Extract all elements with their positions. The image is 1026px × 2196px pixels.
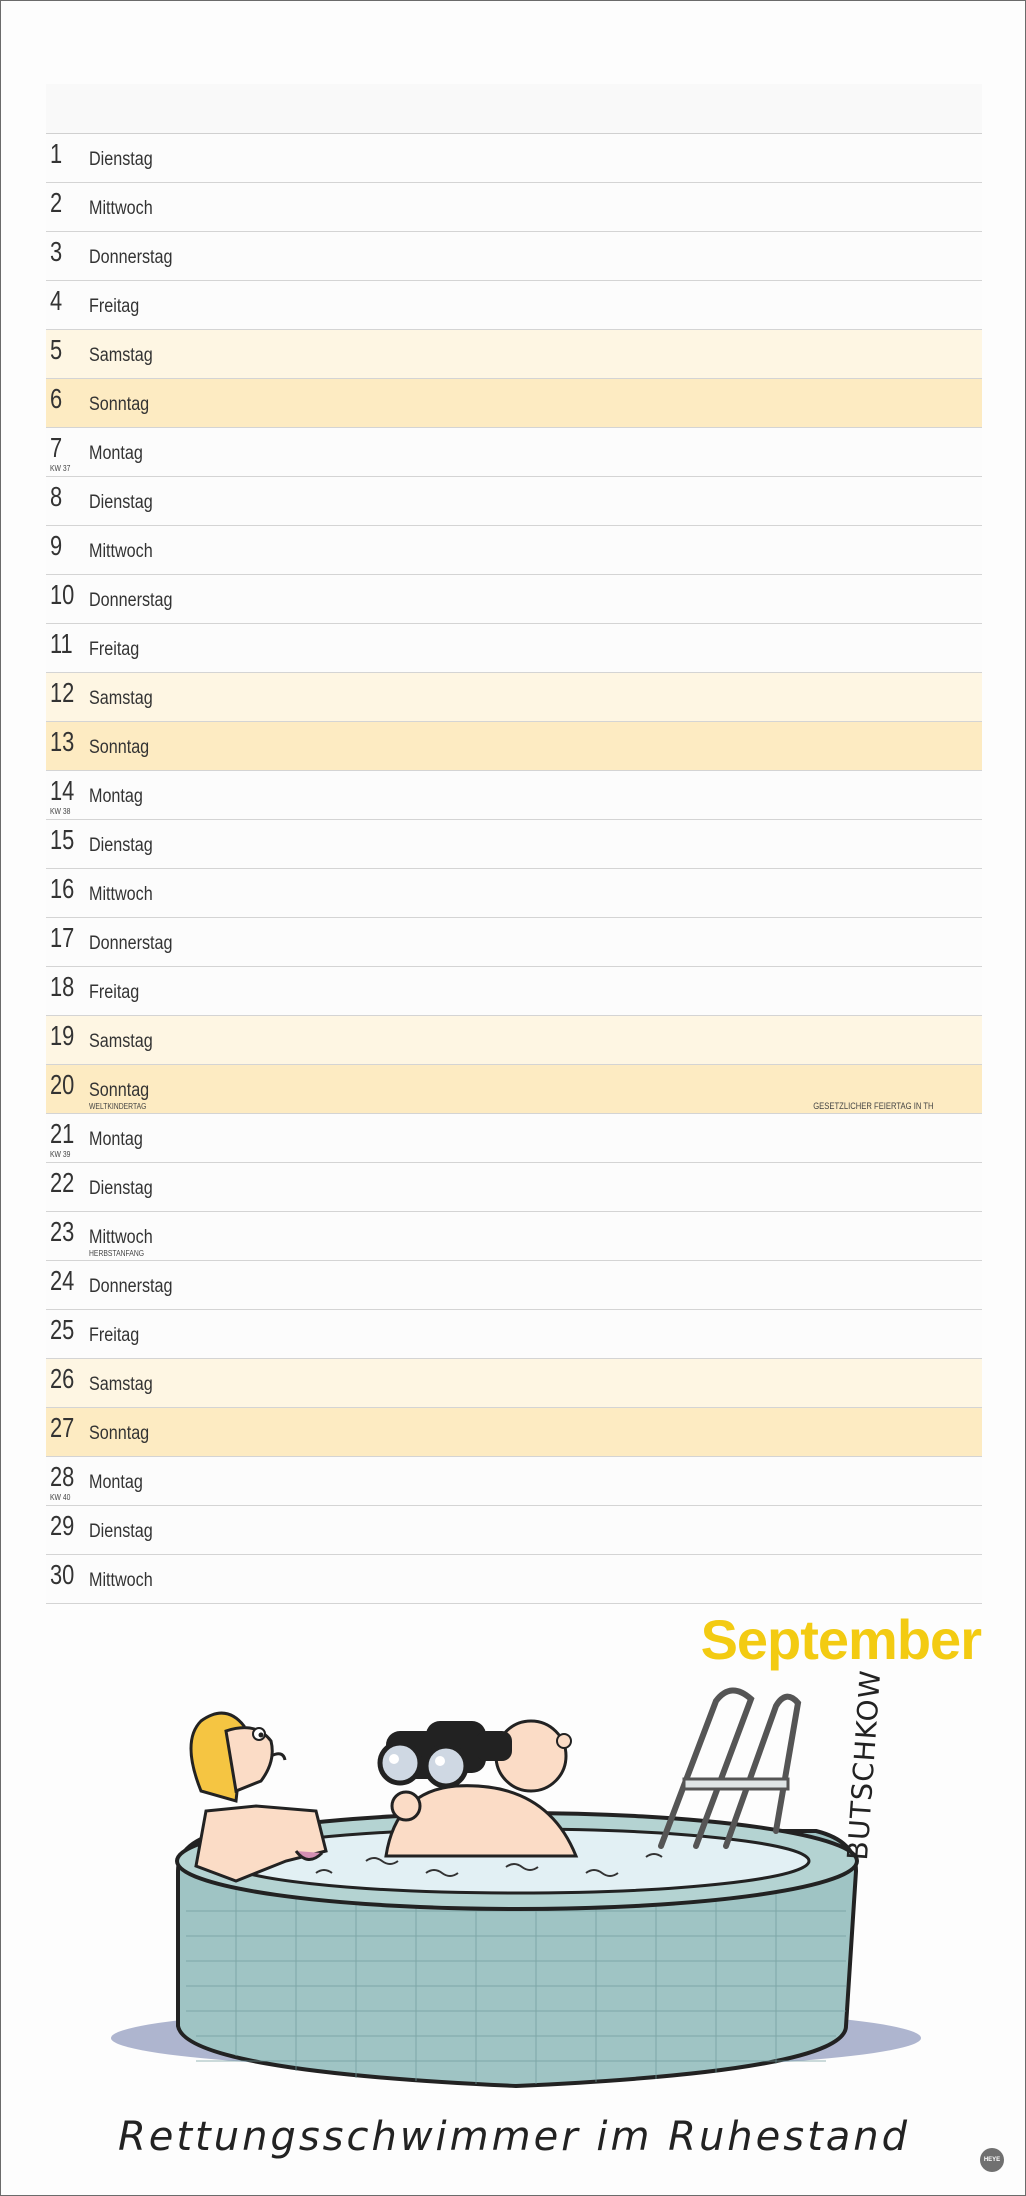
day-number: 18: [50, 971, 75, 1002]
day-row: [46, 330, 982, 379]
holiday-note: GESETZLICHER FEIERTAG IN TH: [813, 1101, 934, 1111]
day-number: 23: [50, 1216, 75, 1247]
day-number: 21: [50, 1118, 75, 1149]
day-row: [46, 967, 982, 1016]
day-number: 8: [50, 481, 63, 512]
day-name: Mittwoch: [89, 1227, 153, 1248]
day-row: [46, 673, 982, 722]
day-name: Donnerstag: [89, 933, 173, 954]
day-number: 9: [50, 530, 63, 561]
day-row: [46, 1212, 982, 1261]
day-row: [46, 624, 982, 673]
day-row: [46, 183, 982, 232]
artist-signature: BUTSCHKOW: [841, 1668, 888, 1862]
calendar-week-label: KW 38: [50, 807, 71, 816]
day-name: Dienstag: [89, 835, 153, 856]
day-number: 20: [50, 1069, 75, 1100]
day-number: 13: [50, 726, 75, 757]
day-number: 17: [50, 922, 75, 953]
calendar-grid: [46, 84, 982, 1604]
day-number: 3: [50, 236, 63, 267]
day-name: Donnerstag: [89, 1276, 173, 1297]
day-number: 10: [50, 579, 75, 610]
day-name: Montag: [89, 1472, 143, 1493]
day-name: Sonntag: [89, 737, 150, 758]
day-name: Samstag: [89, 1374, 153, 1395]
day-row: [46, 134, 982, 183]
day-name: Freitag: [89, 1325, 140, 1346]
day-name: Mittwoch: [89, 541, 153, 562]
day-number: 29: [50, 1510, 75, 1541]
day-number: 2: [50, 187, 63, 218]
day-name: Samstag: [89, 688, 153, 709]
day-number: 22: [50, 1167, 75, 1198]
day-number: 16: [50, 873, 75, 904]
day-name: Samstag: [89, 1031, 153, 1052]
day-name: Mittwoch: [89, 1570, 153, 1591]
day-name: Mittwoch: [89, 198, 153, 219]
day-number: 28: [50, 1461, 75, 1492]
day-row: [46, 1114, 982, 1163]
day-name: Samstag: [89, 345, 153, 366]
day-row: [46, 820, 982, 869]
day-name: Dienstag: [89, 149, 153, 170]
day-name: Donnerstag: [89, 247, 173, 268]
day-row: [46, 526, 982, 575]
day-row: [46, 918, 982, 967]
publisher-logo: HEYE: [980, 2148, 1004, 2172]
day-name: Donnerstag: [89, 590, 173, 611]
day-row: [46, 1506, 982, 1555]
day-name: Freitag: [89, 639, 140, 660]
binoculars-icon: [380, 1721, 512, 1786]
day-name: Sonntag: [89, 394, 150, 415]
day-number: 15: [50, 824, 75, 855]
day-name: Montag: [89, 1129, 143, 1150]
day-row: [46, 232, 982, 281]
day-name: Sonntag: [89, 1423, 150, 1444]
day-number: 6: [50, 383, 63, 414]
day-row: [46, 722, 982, 771]
day-name: Sonntag: [89, 1080, 150, 1101]
day-row: [46, 1065, 982, 1114]
day-row: [46, 1261, 982, 1310]
hot-tub-cartoon: [86, 1681, 942, 2121]
calendar-week-label: KW 39: [50, 1150, 71, 1159]
header-band: [46, 84, 982, 134]
day-row: [46, 1016, 982, 1065]
day-name: Dienstag: [89, 1521, 153, 1542]
day-name: Montag: [89, 443, 143, 464]
day-number: 1: [50, 138, 63, 169]
day-name: Dienstag: [89, 492, 153, 513]
day-number: 26: [50, 1363, 75, 1394]
day-row: [46, 1310, 982, 1359]
day-number: 4: [50, 285, 63, 316]
day-name: Montag: [89, 786, 143, 807]
day-number: 7: [50, 432, 63, 463]
day-row: [46, 771, 982, 820]
day-row: [46, 575, 982, 624]
day-number: 24: [50, 1265, 75, 1296]
day-row: [46, 1408, 982, 1457]
day-rows: [46, 134, 982, 1604]
day-row: [46, 869, 982, 918]
day-note: HERBSTANFANG: [89, 1249, 145, 1258]
day-number: 25: [50, 1314, 75, 1345]
day-row: [46, 477, 982, 526]
day-row: [46, 428, 982, 477]
day-row: [46, 379, 982, 428]
day-note: WELTKINDERTAG: [89, 1102, 147, 1111]
day-name: Dienstag: [89, 1178, 153, 1199]
day-row: [46, 1359, 982, 1408]
day-number: 5: [50, 334, 63, 365]
day-name: Mittwoch: [89, 884, 153, 905]
day-name: Freitag: [89, 982, 140, 1003]
day-number: 14: [50, 775, 75, 806]
woman-figure: [191, 1713, 326, 1881]
day-row: [46, 1457, 982, 1506]
day-number: 27: [50, 1412, 75, 1443]
calendar-week-label: KW 40: [50, 1493, 71, 1502]
day-number: 12: [50, 677, 75, 708]
day-row: [46, 1555, 982, 1604]
cartoon-caption: Rettungsschwimmer im Ruhestand: [117, 2114, 911, 2160]
day-number: 30: [50, 1559, 75, 1590]
day-number: 19: [50, 1020, 75, 1051]
day-name: Freitag: [89, 296, 140, 317]
day-row: [46, 1163, 982, 1212]
day-number: 11: [50, 628, 73, 659]
month-title: September: [700, 1608, 981, 1671]
calendar-week-label: KW 37: [50, 464, 71, 473]
day-row: [46, 281, 982, 330]
